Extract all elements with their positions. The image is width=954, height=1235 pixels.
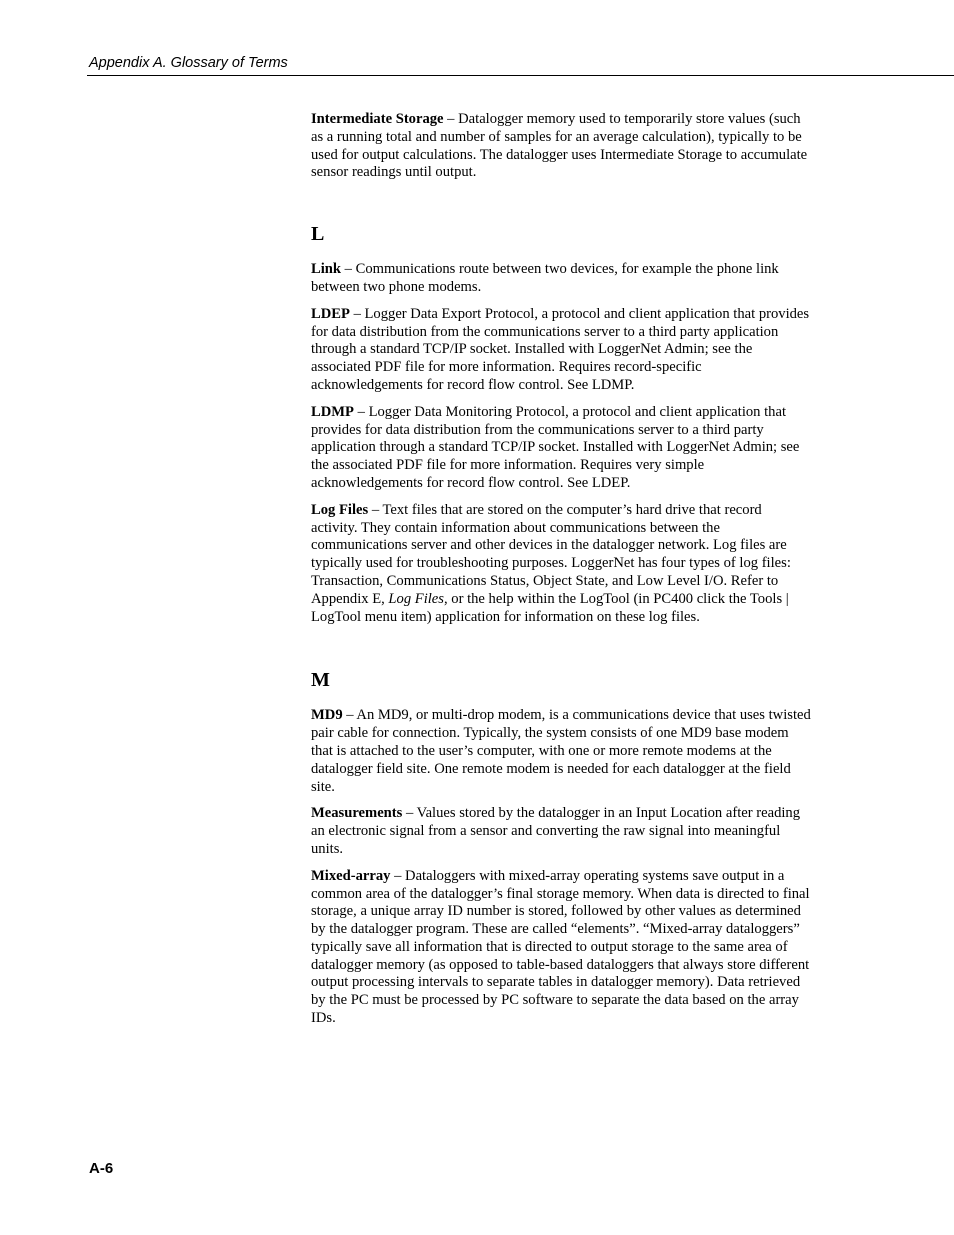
glossary-definition: – Values stored by the datalogger in an Input Location after reading an electronic signal from a sensor and converting the raw signal into meaningful units. — [311, 805, 801, 857]
glossary-term: LDMP — [311, 403, 354, 420]
glossary-term: Log Files — [311, 501, 369, 518]
glossary-entry-link — [311, 261, 811, 297]
glossary-definition: , or the help within the LogTool (in PC400 click the Tools | LogTool menu item) application for information on these log files. — [311, 590, 789, 625]
glossary-term: MD9 — [311, 707, 343, 724]
glossary-definition-italic: Log Files — [388, 590, 444, 607]
section-heading-l: L — [311, 223, 325, 246]
glossary-body — [311, 111, 811, 1037]
glossary-entry-mixed-array — [311, 868, 811, 1028]
glossary-definition: – Text files that are stored on the computer’s hard drive that record activity. They contain information about communications between the communications server and other devices in the datalogger network. Log files are typically used for troubleshooting purposes. LoggerNet has four types of log files: Transaction, Communications Status, Object State, and Low Level I/O. Refer to Appendix E, — [311, 501, 791, 607]
glossary-term: Intermediate Storage — [311, 111, 444, 127]
glossary-entry-ldep — [311, 306, 811, 395]
header-rule — [87, 75, 954, 76]
glossary-definition: – Logger Data Monitoring Protocol, a protocol and client application that provides for data distribution from the communications server to a third party application through a standard TCP/IP socket. Installed with LoggerNet Admin; see the associated PDF file for more information. Requires very simple acknowledgements for record flow control. See LDEP. — [311, 403, 800, 491]
glossary-entry-md9 — [311, 707, 811, 796]
glossary-entry-measurements — [311, 805, 811, 858]
section-heading-m: M — [311, 669, 330, 692]
page-number: A-6 — [89, 1160, 114, 1177]
glossary-term: Link — [311, 261, 342, 278]
glossary-definition: – An MD9, or multi-drop modem, is a communications device that uses twisted pair cable for connection. Typically, the system consists of one MD9 base modem that is attached to the user’s computer, with one or more remote modems at the datalogger field site. One remote modem is needed for each datalogger at the field site. — [311, 707, 811, 795]
glossary-term: LDEP — [311, 305, 350, 322]
glossary-entry-ldmp — [311, 404, 811, 493]
glossary-entry-intermediate-storage — [311, 111, 811, 182]
glossary-definition: – Datalogger memory used to temporarily store values (such as a running total and number of samples for an average calculation), typically to be used for output calculations. The datalogger uses Intermediate Storage to accumulate sensor readings until output. — [311, 111, 808, 181]
glossary-term: Mixed-array — [311, 867, 391, 884]
glossary-definition: – Communications route between two devices, for example the phone link between two phone modems. — [311, 261, 779, 295]
running-header: Appendix A. Glossary of Terms — [89, 55, 288, 71]
glossary-entry-log-files — [311, 502, 811, 627]
glossary-term: Measurements — [311, 805, 403, 822]
glossary-definition: – Dataloggers with mixed-array operating systems save output in a common area of the datalogger’s final storage memory. When data is directed to final storage, a unique array ID number is stored, followed by other values as determined by the datalogger program. These are called “elements”. “Mixed-array dataloggers” typically save all information that is directed to output storage to the same area of datalogger memory (as opposed to table-based dataloggers that always store different output processing intervals to separate tables in datalogger memory). Data retrieved by the PC must be processed by PC software to separate the data based on the array IDs. — [311, 867, 810, 1027]
glossary-definition: – Logger Data Export Protocol, a protocol and client application that provides for data distribution from the communications server to a third party application through a standard TCP/IP socket. Installed with LoggerNet Admin; see the associated PDF file for more information. Requires record-specific acknowledgements for record flow control. See LDMP. — [311, 305, 810, 393]
